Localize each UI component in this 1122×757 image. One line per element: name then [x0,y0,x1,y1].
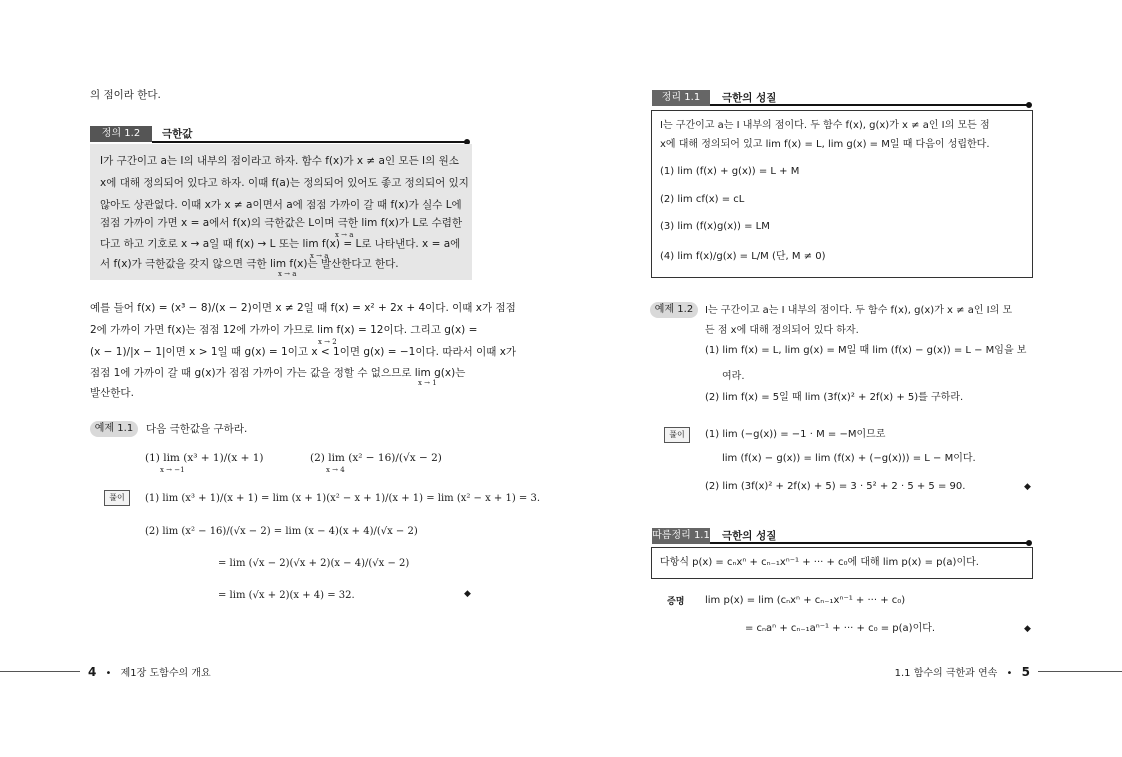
page-number: 5 [1021,665,1030,679]
limit-subscript: x → a [278,270,297,278]
end-mark-icon: ◆ [1024,624,1031,634]
section-title: 1.1 함수의 극한과 연속 [894,668,998,679]
paragraph-line: 점점 1에 가까이 갈 때 g(x)가 점점 가까이 가는 값을 정할 수 없으므로 lim g(x)는 [90,367,466,379]
paragraph-line: 예를 들어 f(x) = (x³ − 8)/(x − 2)이면 x ≠ 2일 때 f(x) = x² + 2x + 4이다. 이때 x가 점점 [90,302,516,314]
definition-line: x에 대해 정의되어 있다고 하자. 이때 f(a)는 정의되어 있어도 좋고 정의되어 있지 [100,177,469,189]
theorem-item: (2) lim cf(x) = cL [660,194,745,205]
corollary-rule-dot [1026,540,1032,546]
solution-line-2: lim (f(x) − g(x)) = lim (f(x) + (−g(x))) = L − M이다. [722,453,976,464]
example-problem-1: (1) lim (x³ + 1)/(x + 1) [145,452,264,464]
solution-line-1: (1) lim (−g(x)) = −1 · M = −M이므로 [705,429,886,440]
example-problem-2: (2) lim (x² − 16)/(√x − 2) [310,452,442,464]
definition-line: 서 f(x)가 극한값을 갖지 않으면 극한 lim f(x)는 발산한다고 한다. [100,258,399,270]
solution-line-3: (2) lim (3f(x)² + 2f(x) + 5) = 3 · 5² + 2 · 5 + 5 = 90. [705,481,966,492]
chapter-title: 제1장 도함수의 개요 [120,668,211,679]
page-number: 4 [88,665,97,679]
limit-subscript: x → −1 [160,466,185,474]
paragraph-line: (x − 1)/|x − 1|이면 x > 1일 때 g(x) = 1이고 x < 1이면 g(x) = −1이다. 따라서 이때 x가 [90,346,517,358]
theorem-line: I는 구간이고 a는 I 내부의 점이다. 두 함수 f(x), g(x)가 x ≠ a인 I의 모든 점 [660,120,990,131]
example-line: I는 구간이고 a는 I 내부의 점이다. 두 함수 f(x), g(x)가 x ≠ a인 I의 모 [705,305,1013,316]
theorem-box [651,110,1033,278]
limit-subscript: x → a [335,231,354,239]
footer-rule-left [0,671,80,672]
theorem-item: (4) lim f(x)/g(x) = L/M (단, M ≠ 0) [660,251,826,262]
example-line: 든 점 x에 대해 정의되어 있다 하자. [705,325,859,336]
example-line: (1) lim f(x) = L, lim g(x) = M일 때 lim (f(x) − g(x)) = L − M임을 보 [705,345,1027,356]
footer-right: 1.1 함수의 극한과 연속 • 5 [894,665,1030,679]
theorem-rule-dot [1026,102,1032,108]
intro-text: 의 점이라 한다. [90,89,161,101]
footer-left: 4 • 제1장 도함수의 개요 [88,665,211,679]
limit-subscript: x → 4 [326,466,345,474]
solution-line-3: = lim (√x − 2)(√x + 2)(x − 4)/(√x − 2) [218,558,410,569]
theorem-item: (3) lim (f(x)g(x)) = LM [660,221,770,232]
example-label: 예제 1.1 [90,421,138,437]
proof-label: 증명 [667,597,685,607]
theorem-label: 정리 1.1 [652,90,710,106]
end-mark-icon: ◆ [464,589,471,599]
definition-label: 정의 1.2 [90,126,152,142]
end-mark-icon: ◆ [1024,482,1031,492]
limit-subscript: x → 2 [318,338,337,346]
solution-label: 풀이 [664,427,690,443]
definition-line: 점점 가까이 가면 x = a에서 f(x)의 극한값은 L이며 극한 lim f(x)가 L로 수렴한 [100,217,463,229]
solution-line-1: (1) lim (x³ + 1)/(x + 1) = lim (x + 1)(x² − x + 1)/(x + 1) = lim (x² − x + 1) = 3. [145,493,541,504]
definition-rule [152,141,466,143]
paragraph-line: 발산한다. [90,387,134,399]
corollary-line: 다항식 p(x) = cₙxⁿ + cₙ₋₁xⁿ⁻¹ + ··· + c₀에 대해 lim p(x) = p(a)이다. [660,557,979,568]
theorem-rule [710,104,1028,106]
proof-line-1: lim p(x) = lim (cₙxⁿ + cₙ₋₁xⁿ⁻¹ + ··· + c₀) [705,595,906,606]
solution-line-4: = lim (√x + 2)(x + 4) = 32. [218,590,355,601]
limit-subscript: x → a [310,252,329,260]
footer-rule-right [1038,671,1122,672]
theorem-line: x에 대해 정의되어 있고 lim f(x) = L, lim g(x) = M일 때 다음이 성립한다. [660,139,990,150]
theorem-item: (1) lim (f(x) + g(x)) = L + M [660,166,800,177]
definition-line: 않아도 상관없다. 이때 x가 x ≠ a이면서 a에 점점 가까이 갈 때 f(x)가 실수 L에 [100,199,462,211]
limit-subscript: x → 1 [418,379,437,387]
example-prompt: 다음 극한값을 구하라. [146,423,248,435]
definition-title: 극한값 [162,128,193,140]
definition-line: I가 구간이고 a는 I의 내부의 점이라고 하자. 함수 f(x)가 x ≠ a인 모든 I의 원소 [100,155,459,167]
theorem-title: 극한의 성질 [722,92,777,104]
corollary-box [651,547,1033,579]
solution-label: 풀이 [104,490,130,506]
definition-line: 다고 하고 기호로 x → a일 때 f(x) → L 또는 lim f(x) = L로 나타낸다. x = a에 [100,238,461,250]
definition-box [90,144,472,280]
paragraph-line: 2에 가까이 가면 f(x)는 점점 12에 가까이 가므로 lim f(x) = 12이다. 그리고 g(x) = [90,324,478,336]
example-line: (2) lim f(x) = 5일 때 lim (3f(x)² + 2f(x) + 5)를 구하라. [705,392,964,403]
example-label: 예제 1.2 [650,302,698,318]
example-line: 여라. [722,371,745,382]
corollary-title: 극한의 성질 [722,530,777,542]
corollary-rule [710,542,1028,544]
corollary-label: 따름정리 1.1 [652,528,710,544]
solution-line-2: (2) lim (x² − 16)/(√x − 2) = lim (x − 4)(x + 4)/(√x − 2) [145,526,418,537]
proof-line-2: = cₙaⁿ + cₙ₋₁aⁿ⁻¹ + ··· + c₀ = p(a)이다. [745,623,936,634]
